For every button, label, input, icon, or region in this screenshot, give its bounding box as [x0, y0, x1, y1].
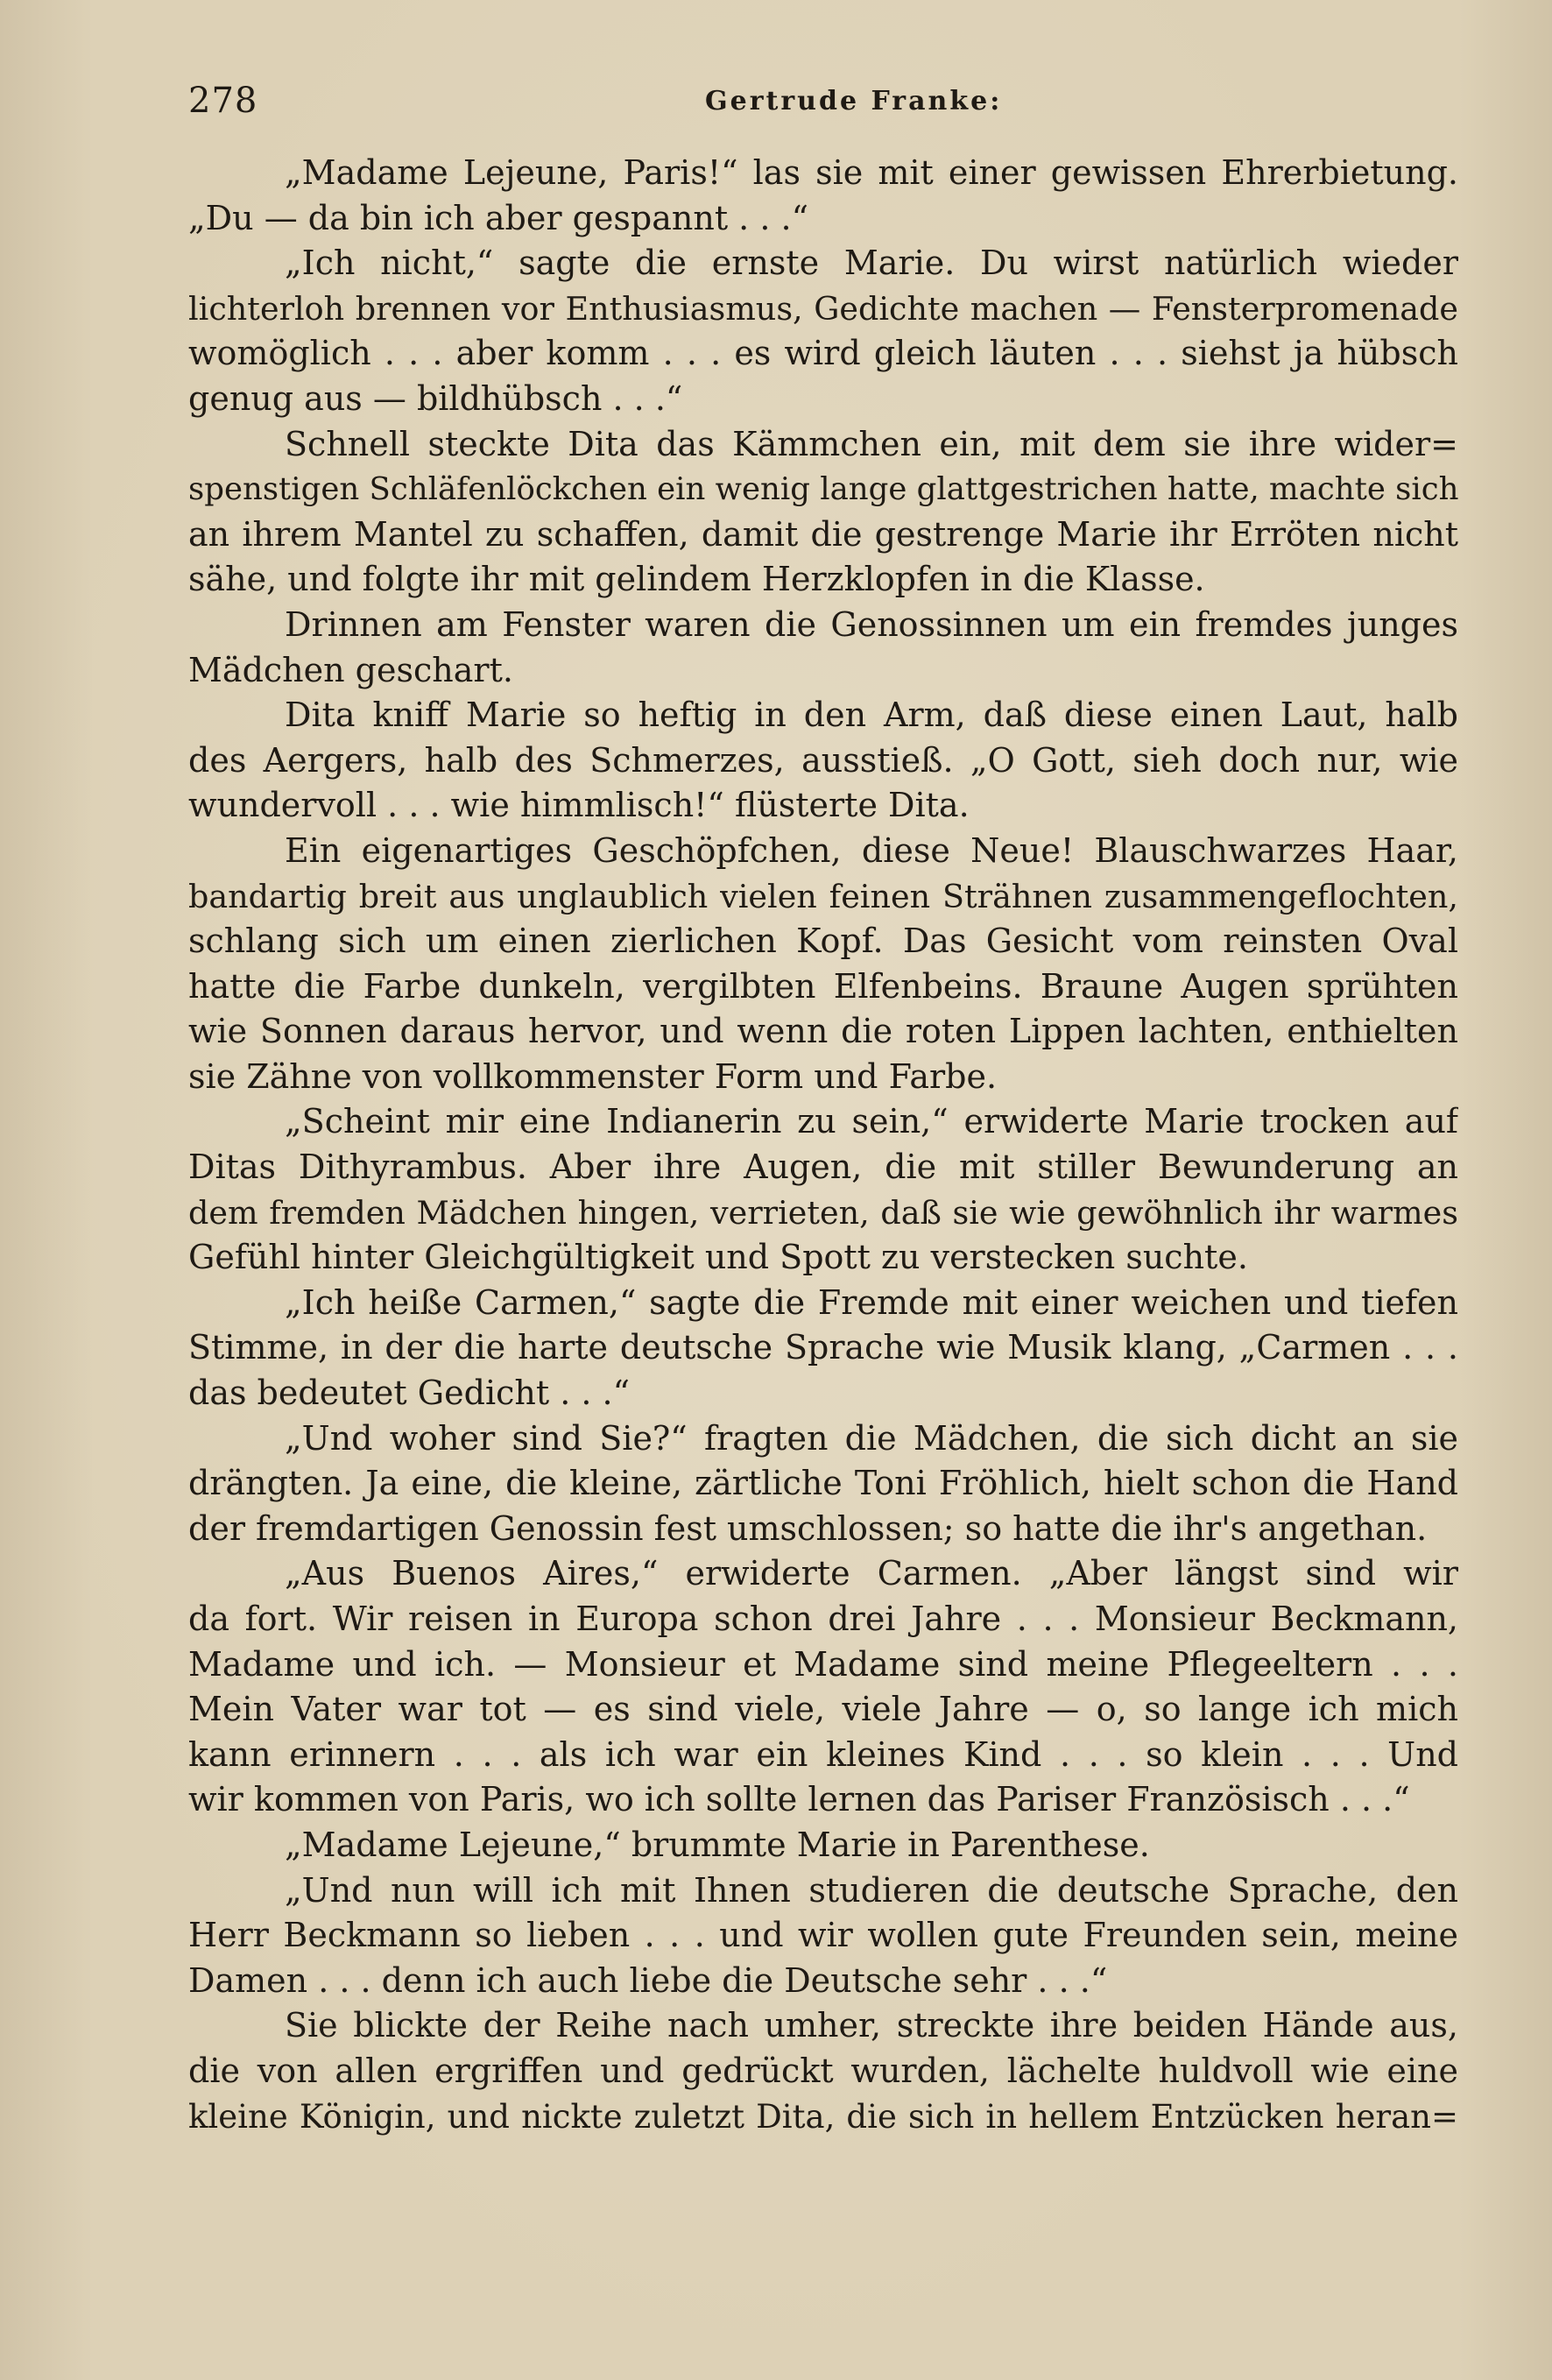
- text-line: Drinnen am Fenster waren die Genossinnen um ein fremdes junges: [285, 604, 1458, 644]
- text-line: Mädchen geschart.: [188, 650, 513, 689]
- text-line: Stimme, in der die harte deutsche Sprache wie Musik klang, „Carmen . . .: [188, 1328, 1458, 1367]
- text-line: Dita kniff Marie so heftig in den Arm, daß diese einen Laut, halb: [285, 696, 1458, 735]
- text-line: „Ich heiße Carmen,“ sagte die Fremde mit einer weichen und tiefen: [285, 1282, 1458, 1322]
- text-line: wundervoll . . . wie himmlisch!“ flüsterte Dita.: [188, 786, 970, 825]
- text-line: spenstigen Schläfenlöckchen ein wenig lange glattgestrichen hatte, machte sich: [188, 471, 1458, 508]
- text-line: Gefühl hinter Gleichgültigkeit und Spott zu verstecken suchte.: [188, 1238, 1248, 1277]
- text-line: drängten. Ja eine, die kleine, zärtliche Toni Fröhlich, hielt schon die Hand: [188, 1464, 1458, 1503]
- text-line: Ditas Dithyrambus. Aber ihre Augen, die mit stiller Bewunderung an: [188, 1148, 1458, 1187]
- text-line: „Du — da bin ich aber gespannt . . .“: [188, 198, 808, 237]
- page-header: [188, 81, 1458, 131]
- text-line: „Und nun will ich mit Ihnen studieren die deutsche Sprache, den: [285, 1870, 1458, 1910]
- text-line: „Und woher sind Sie?“ fragten die Mädchen, die sich dicht an sie: [285, 1418, 1458, 1458]
- text-line: womöglich . . . aber komm . . . es wird gleich läuten . . . siehst ja hübsch: [188, 334, 1458, 373]
- text-line: da fort. Wir reisen in Europa schon drei Jahre . . . Monsieur Beckmann,: [188, 1600, 1458, 1638]
- text-line: Damen . . . denn ich auch liebe die Deutsche sehr . . .“: [188, 1960, 1108, 2000]
- text-line: sähe, und folgte ihr mit gelindem Herzklopfen in die Klasse.: [188, 560, 1205, 599]
- text-line: sie Zähne von vollkommenster Form und Farbe.: [188, 1056, 998, 1096]
- text-line: dem fremden Mädchen hingen, verrieten, daß sie wie gewöhnlich ihr warmes: [188, 1193, 1458, 1232]
- book-page: [188, 81, 1458, 2323]
- page-number: 278: [188, 81, 258, 121]
- text-line: Mein Vater war tot — es sind viele, viele Jahre — o, so lange ich mich: [188, 1690, 1458, 1729]
- text-line: schlang sich um einen zierlichen Kopf. Das Gesicht vom reinsten Oval: [188, 922, 1458, 961]
- text-line: kleine Königin, und nickte zuletzt Dita, die sich in hellem Entzücken heran=: [188, 2097, 1458, 2136]
- text-line: „Madame Lejeune,“ brummte Marie in Parenthese.: [285, 1825, 1150, 1864]
- text-line: „Ich nicht,“ sagte die ernste Marie. Du wirst natürlich wieder: [285, 244, 1458, 283]
- text-line: wie Sonnen daraus hervor, und wenn die roten Lippen lachten, enthielten: [188, 1012, 1458, 1051]
- text-line: wir kommen von Paris, wo ich sollte lernen das Pariser Französisch . . .“: [188, 1780, 1410, 1819]
- text-line: die von allen ergriffen und gedrückt wurden, lächelte huldvoll wie eine: [188, 2051, 1458, 2090]
- body-text: [188, 151, 1458, 2139]
- text-line: Ein eigenartiges Geschöpfchen, diese Neue! Blauschwarzes Haar,: [285, 830, 1458, 870]
- text-line: Schnell steckte Dita das Kämmchen ein, mit dem sie ihre wider=: [285, 424, 1458, 463]
- text-line: bandartig breit aus unglaublich vielen feinen Strähnen zusammengeflochten,: [188, 877, 1458, 915]
- text-line: hatte die Farbe dunkeln, vergilbten Elfenbeins. Braune Augen sprühten: [188, 966, 1458, 1006]
- text-line: das bedeutet Gedicht . . .“: [188, 1374, 631, 1413]
- text-line: Herr Beckmann so lieben . . . und wir wollen gute Freunden sein, meine: [188, 1916, 1458, 1955]
- text-line: kann erinnern . . . als ich war ein kleines Kind . . . so klein . . . Und: [188, 1734, 1458, 1774]
- text-line: „Aus Buenos Aires,“ erwiderte Carmen. „Aber längst sind wir: [285, 1554, 1458, 1593]
- text-line: an ihrem Mantel zu schaffen, damit die gestrenge Marie ihr Erröten nicht: [188, 514, 1458, 554]
- text-line: des Aergers, halb des Schmerzes, ausstieß. „O Gott, sieh doch nur, wie: [188, 740, 1458, 780]
- text-line: Madame und ich. — Monsieur et Madame sind meine Pflegeeltern . . .: [188, 1644, 1458, 1684]
- text-line: „Madame Lejeune, Paris!“ las sie mit einer gewissen Ehrerbietung.: [285, 153, 1458, 192]
- text-line: lichterloh brennen vor Enthusiasmus, Gedichte machen — Fensterpromenade: [188, 289, 1458, 328]
- text-line: der fremdartigen Genossin fest umschlossen; so hatte die ihr's angethan.: [188, 1508, 1428, 1548]
- running-head: Gertrude Franke:: [705, 86, 1003, 117]
- text-line: Sie blickte der Reihe nach umher, streckte ihre beiden Hände aus,: [285, 2006, 1458, 2045]
- text-line: genug aus — bildhübsch . . .“: [188, 378, 683, 418]
- text-line: „Scheint mir eine Indianerin zu sein,“ erwiderte Marie trocken auf: [285, 1102, 1458, 1141]
